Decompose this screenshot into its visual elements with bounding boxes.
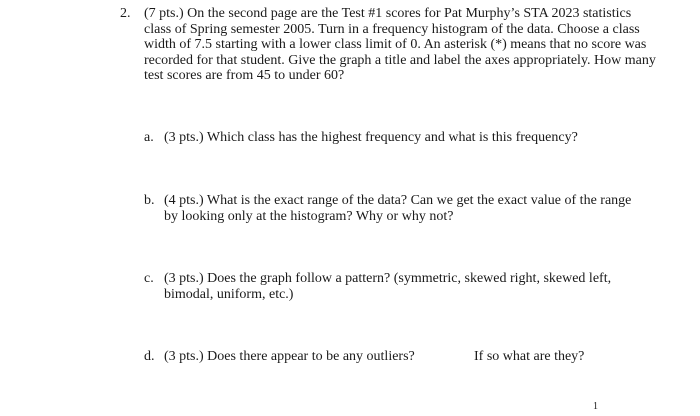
part-b-letter: b. bbox=[144, 193, 155, 208]
part-c bbox=[144, 271, 644, 302]
part-b bbox=[144, 193, 644, 224]
part-a bbox=[144, 130, 644, 146]
part-d bbox=[144, 349, 684, 365]
question-2 bbox=[120, 6, 660, 84]
part-d-letter: d. bbox=[144, 349, 155, 364]
question-number: 2. bbox=[120, 6, 131, 21]
part-d-text: (3 pts.) Does there appear to be any outliers? bbox=[164, 349, 415, 364]
part-a-letter: a. bbox=[144, 130, 154, 145]
part-b-text: (4 pts.) What is the exact range of the data? Can we get the exact value of the range by looking only at the histogram? Why or why not? bbox=[164, 193, 632, 224]
part-d-followup: If so what are they? bbox=[474, 349, 585, 364]
question-text: (7 pts.) On the second page are the Test #1 scores for Pat Murphy’s STA 2023 statistics class of Spring semester 2005. Turn in a frequency histogram of the data. Choose a class width of 7.5 starting with a lower class limit of 0. An asterisk (*) means that no score was recorded for that student. Give the graph a title and label the axes appropriately. How many test scores are from 45 to under 60? bbox=[144, 6, 656, 83]
page-number: 1 bbox=[593, 401, 598, 412]
part-a-text: (3 pts.) Which class has the highest frequency and what is this frequency? bbox=[164, 130, 578, 145]
part-c-text: (3 pts.) Does the graph follow a pattern? (symmetric, skewed right, skewed left, bimodal, uniform, etc.) bbox=[164, 271, 612, 302]
part-c-letter: c. bbox=[144, 271, 154, 286]
